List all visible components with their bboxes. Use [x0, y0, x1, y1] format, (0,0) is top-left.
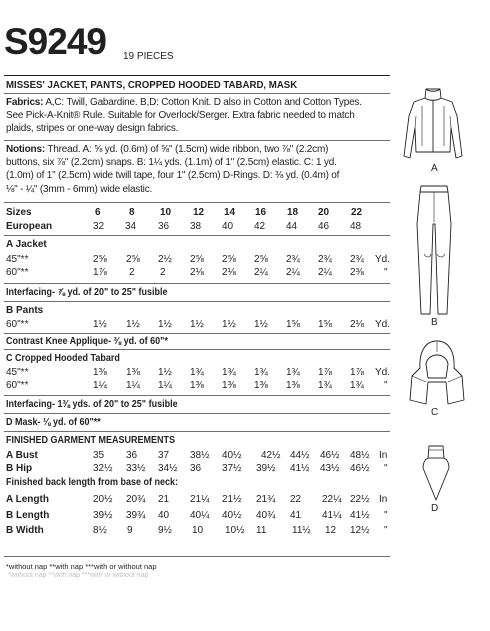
measurement-cell: 12	[325, 525, 337, 536]
tabard-interfacing: Interfacing- 1⅜ yds. of 20" to 25" fusible	[6, 399, 178, 410]
pants-heading: B Pants	[6, 305, 44, 316]
measurement-cell: 39½	[93, 510, 113, 521]
measurement-cell: 11½	[292, 525, 311, 536]
unit-label: Yd.	[375, 254, 391, 265]
bust-label: A Bust	[6, 450, 38, 461]
fabric-width-label: 60"**	[6, 380, 29, 391]
yardage-cell: 2⅝	[222, 254, 236, 265]
measurement-cell: 41	[290, 510, 302, 521]
yardage-cell: 1½	[158, 367, 172, 378]
yardage-cell: 2¾	[286, 254, 300, 265]
b-length-label: B Length	[6, 510, 50, 521]
measurement-cell: 9	[127, 525, 133, 536]
european-cell: 38	[190, 221, 202, 232]
yardage-cell: 1¾	[286, 367, 300, 378]
measurement-cell: 40½	[222, 510, 242, 521]
unit-label: Yd.	[375, 367, 391, 378]
tabard-rule	[4, 395, 390, 396]
header-rule	[4, 75, 390, 76]
yardage-cell: 1½	[254, 319, 268, 330]
unit-label: "	[384, 525, 388, 536]
measurement-cell: 37½	[222, 463, 242, 474]
measurement-cell: 40¾	[256, 510, 276, 521]
european-cell: 42	[254, 221, 266, 232]
unit-label: "	[384, 463, 388, 474]
measurement-cell: 41½	[350, 510, 370, 521]
size-cell: 6	[95, 207, 101, 218]
european-cell: 40	[222, 221, 234, 232]
measurement-cell: 40½	[222, 450, 242, 461]
measurement-cell: 10½	[225, 525, 245, 536]
measurement-cell: 11	[256, 525, 267, 536]
measurement-cell: 21¼	[190, 494, 210, 505]
yardage-cell: 1½	[158, 319, 172, 330]
yardage-cell: 2¼	[254, 267, 268, 278]
yardage-cell: 1¾	[190, 367, 204, 378]
measurement-cell: 46½	[320, 450, 340, 461]
measurement-cell: 32½	[93, 463, 113, 474]
yardage-cell: 1¼	[93, 380, 107, 391]
footnote-bleed: *without nap **with nap ***with or without nap	[8, 572, 149, 579]
yardage-cell: 2⅝	[93, 254, 107, 265]
fabric-width-label: 60"**	[6, 267, 29, 278]
mask-illustration	[421, 444, 451, 504]
size-cell: 8	[129, 207, 135, 218]
unit-label: Yd.	[375, 319, 391, 330]
measurement-cell: 41¼	[322, 510, 342, 521]
fabrics-line-1: A,C: Twill, Gabardine. B,D: Cotton Knit. D also in Cotton and Cotton Types.	[43, 97, 362, 108]
european-label: European	[6, 221, 53, 232]
yardage-cell: 1⅜	[93, 367, 107, 378]
european-cell: 44	[286, 221, 298, 232]
tabard-illustration	[406, 338, 468, 408]
jacket-heading: A Jacket	[6, 239, 47, 250]
size-cell: 12	[193, 207, 205, 218]
notions-label: Notions:	[6, 144, 45, 155]
back-length-heading: Finished back length from base of neck:	[6, 477, 179, 488]
european-cell: 36	[158, 221, 170, 232]
yardage-cell: 1¼	[126, 380, 140, 391]
finished-heading: FINISHED GARMENT MEASUREMENTS	[6, 435, 176, 446]
measurement-cell: 44½	[290, 450, 310, 461]
yardage-cell: 1⅝	[286, 319, 300, 330]
measurement-cell: 39½	[256, 463, 276, 474]
european-cell: 48	[350, 221, 362, 232]
illustration-label-a: A	[431, 163, 438, 174]
measurement-cell: 36	[126, 450, 138, 461]
hip-label: B Hip	[6, 463, 33, 474]
measurement-cell: 46½	[350, 463, 370, 474]
jacket-illustration	[400, 86, 466, 168]
yardage-cell: 2⅝	[126, 254, 140, 265]
fabric-width-label: 45"**	[6, 367, 29, 378]
yardage-cell: 2⅝	[254, 254, 268, 265]
a-length-label: A Length	[6, 494, 49, 505]
yardage-cell: 2⅛	[222, 267, 236, 278]
measurement-cell: 22½	[350, 494, 370, 505]
yardage-cell: 1⅜	[254, 380, 268, 391]
yardage-cell: 1⅝	[318, 319, 332, 330]
yardage-cell: 1¾	[350, 380, 364, 391]
european-cell: 46	[318, 221, 330, 232]
size-cell: 14	[224, 207, 236, 218]
size-cell: 16	[255, 207, 267, 218]
yardage-cell: 1⅞	[93, 267, 107, 278]
yardage-cell: 2⅛	[350, 319, 364, 330]
pieces-count: 19 PIECES	[123, 51, 174, 62]
fabric-width-label: 45"**	[6, 254, 29, 265]
jacket-rule	[4, 283, 390, 284]
measurement-cell: 12½	[350, 525, 370, 536]
fabrics-section	[6, 96, 398, 136]
pattern-number: S9249	[4, 21, 106, 62]
notions-line-2: buttons, six ⅞" (2.2cm) snaps. B: 1¼ yds. (1.1m) of 1" (2.5cm) elastic. C: 1 yd.	[6, 157, 337, 169]
unit-label: "	[384, 267, 388, 278]
european-cell: 34	[125, 221, 137, 232]
notions-line-4: ⅛" - ¼" (3mm - 6mm) wide elastic.	[6, 183, 153, 195]
notions-line-3: (1.0m) of 1" (2.5cm) wide twill tape, four 1" (2.5cm) D-Rings. D: ⅜ yd. (0.4m) of	[6, 170, 340, 182]
measurement-cell: 37	[158, 450, 170, 461]
yardage-cell: 1½	[93, 319, 107, 330]
yardage-cell: 1¾	[222, 367, 236, 378]
measurement-cell: 9½	[158, 525, 172, 536]
yardage-cell: 2	[129, 267, 135, 278]
illustration-label-d: D	[431, 503, 439, 514]
yardage-cell: 1⅞	[318, 367, 332, 378]
fabrics-rule	[4, 140, 390, 141]
yardage-cell: 1⅜	[190, 380, 204, 391]
yardage-cell: 2¼	[318, 267, 332, 278]
measurement-cell: 35	[93, 450, 105, 461]
measurement-cell: 21	[158, 494, 170, 505]
size-cell: 22	[351, 207, 363, 218]
yardage-cell: 2⅜	[350, 267, 364, 278]
yardage-cell: 1½	[222, 319, 236, 330]
measurement-cell: 22	[290, 494, 302, 505]
measurement-cell: 33½	[126, 463, 146, 474]
yardage-cell: 2⅝	[190, 254, 204, 265]
measurement-cell: 22¼	[322, 494, 342, 505]
yardage-cell: 2	[160, 267, 166, 278]
yardage-cell: 1⅜	[286, 380, 300, 391]
measurement-cell: 10	[192, 525, 204, 536]
yardage-cell: 1¼	[158, 380, 172, 391]
b-width-label: B Width	[6, 525, 44, 536]
title-rule	[4, 93, 390, 94]
notions-line-1: Thread. A: ⅝ yd. (0.6m) of ⅝" (1.5cm) wide ribbon, two ⅞" (2.2cm)	[44, 144, 329, 155]
fabrics-line-2: See Pick-A-Knit® Rule. Suitable for Overlock/Serger. Extra fabric needed to match	[6, 110, 355, 122]
unit-label: In	[379, 494, 388, 505]
fabrics-line-3: plaids, stripes or one-way design fabrics.	[6, 123, 179, 135]
jacket-interfacing-rule	[4, 301, 390, 302]
measurement-cell: 8½	[93, 525, 107, 536]
notions-section	[6, 143, 398, 196]
size-cell: 20	[318, 207, 330, 218]
yardage-cell: 2¾	[318, 254, 332, 265]
measurement-cell: 20¾	[126, 494, 146, 505]
measurement-cell: 41½	[290, 463, 310, 474]
yardage-cell: 1⅜	[126, 367, 140, 378]
measurement-cell: 36	[190, 463, 202, 474]
yardage-cell: 1½	[126, 319, 140, 330]
unit-label: "	[384, 380, 388, 391]
measurements-rule	[4, 556, 390, 557]
measurement-cell: 21½	[222, 494, 242, 505]
yardage-cell: 2½	[158, 254, 172, 265]
measurement-cell: 38½	[190, 450, 210, 461]
pants-rule	[4, 333, 390, 334]
yardage-cell: 1⅞	[350, 367, 364, 378]
jacket-interfacing: Interfacing- ⅞ yd. of 20" to 25" fusible	[6, 287, 168, 298]
measurement-cell: 20½	[93, 494, 113, 505]
measurement-cell: 40	[158, 510, 170, 521]
unit-label: "	[384, 510, 388, 521]
measurement-cell: 43½	[320, 463, 340, 474]
size-cell: 18	[287, 207, 299, 218]
measurement-cell: 42½	[261, 450, 281, 461]
size-cell: 10	[160, 207, 172, 218]
fabrics-label: Fabrics:	[6, 97, 44, 108]
yardage-cell: 1½	[190, 319, 204, 330]
tabard-interfacing-rule	[4, 413, 390, 414]
pants-applique-rule	[4, 349, 390, 350]
yardage-cell: 1¾	[318, 380, 332, 391]
pattern-title: MISSES' JACKET, PANTS, CROPPED HOODED TABARD, MASK	[6, 79, 298, 91]
yardage-cell: 2¼	[286, 267, 300, 278]
yardage-cell: 2¾	[350, 254, 364, 265]
measurement-cell: 21¾	[256, 494, 276, 505]
illustration-label-c: C	[431, 407, 439, 418]
yardage-cell: 2⅛	[190, 267, 204, 278]
notions-rule	[4, 202, 390, 203]
fabric-width-label: 60"**	[6, 319, 29, 330]
pants-illustration	[414, 184, 454, 318]
unit-label: In	[379, 450, 388, 461]
sizes-rule	[4, 235, 390, 236]
mask-line: D Mask- ⅛ yd. of 60"**	[6, 417, 101, 428]
tabard-heading: C Cropped Hooded Tabard	[6, 353, 120, 364]
european-cell: 32	[93, 221, 105, 232]
yardage-cell: 1¾	[254, 367, 268, 378]
footnote: *without nap **with nap ***with or without nap	[6, 562, 157, 571]
pants-applique: Contrast Knee Applique- ⅜ yd. of 60"*	[6, 336, 168, 347]
mask-rule	[4, 431, 390, 432]
illustration-label-b: B	[431, 317, 438, 328]
measurement-cell: 34½	[158, 463, 178, 474]
measurement-cell: 40¼	[190, 510, 210, 521]
measurement-cell: 39¾	[126, 510, 146, 521]
sizes-label: Sizes	[6, 207, 32, 218]
measurement-cell: 48½	[350, 450, 370, 461]
yardage-cell: 1⅜	[222, 380, 236, 391]
